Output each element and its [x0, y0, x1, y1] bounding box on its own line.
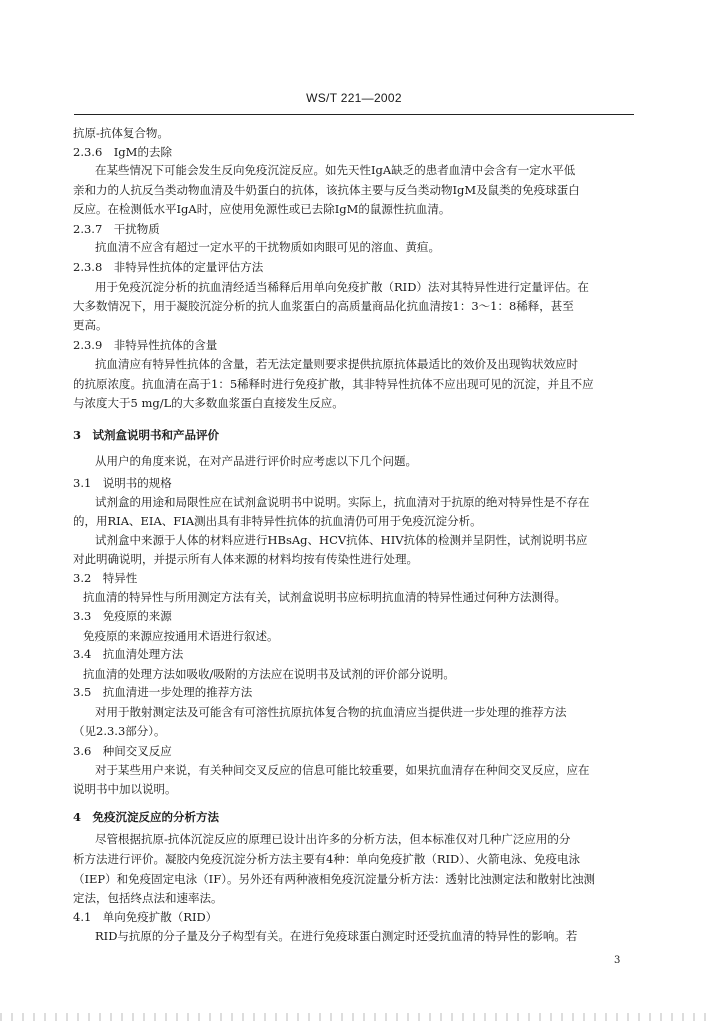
text-line: 3.2 特异性 [73, 571, 138, 585]
text-line: 析方法进行评价。凝胶内免疫沉淀分析方法主要有4种：单向免疫扩散（RID）、火箭电泳、免疫电泳 [73, 852, 580, 866]
text-line: 抗原-抗体复合物。 [73, 126, 169, 140]
text-line: RID与抗原的分子量及分子构型有关。在进行免疫球蛋白测定时还受抗血清的特异性的影响。若 [95, 929, 578, 943]
text-line: 试剂盒的用途和局限性应在试剂盒说明书中说明。实际上，抗血清对于抗原的绝对特异性是不存在 [95, 495, 590, 509]
text-line: 更高。 [73, 318, 108, 332]
text-line: 对用于散射测定法及可能含有可溶性抗原抗体复合物的抗血清应当提供进一步处理的推荐方法 [95, 705, 567, 719]
text-line: 对此明确说明，并提示所有人体来源的材料均按有传染性进行处理。 [73, 552, 418, 566]
text-line: 定法，包括终点法和速率法。 [73, 891, 223, 905]
text-line: 4.1 单向免疫扩散（RID） [73, 910, 218, 924]
text-line: 抗血清不应含有超过一定水平的干扰物质如肉眼可见的溶血、黄疸。 [95, 240, 440, 254]
text-line: 抗血清的处理方法如吸收/吸附的方法应在说明书及试剂的评价部分说明。 [83, 667, 455, 681]
text-line: 的抗原浓度。抗血清在高于1：5稀释时进行免疫扩散，其非特异性抗体不应出现可见的沉淀，并且不应 [73, 377, 594, 391]
text-line: 2.3.9 非特异性抗体的含量 [73, 338, 218, 352]
text-line: 抗血清的特异性与所用测定方法有关，试剂盒说明书应标明抗血清的特异性通过何种方法测得。 [83, 590, 566, 604]
text-line: 3.5 抗血清进一步处理的推荐方法 [73, 685, 253, 699]
text-line: 尽管根据抗原-抗体沉淀反应的原理已设计出许多的分析方法，但本标准仅对几种广泛应用的分 [95, 832, 571, 846]
section-heading: 4 免疫沉淀反应的分析方法 [73, 810, 220, 824]
text-line: 2.3.7 干扰物质 [73, 222, 160, 236]
text-line: 对于某些用户来说，有关种间交叉反应的信息可能比较重要，如果抗血清存在种间交叉反应，应在 [95, 763, 590, 777]
section-heading: 3 试剂盒说明书和产品评价 [73, 428, 220, 442]
text-line: 3.3 免疫原的来源 [73, 609, 172, 623]
text-line: 与浓度大于5 mg/L的大多数血浆蛋白直接发生反应。 [73, 396, 344, 410]
page-number: 3 [614, 955, 621, 966]
text-line: 亲和力的人抗反刍类动物血清及牛奶蛋白的抗体，该抗体主要与反刍类动物IgM及鼠类的免疫球蛋白 [73, 183, 580, 197]
text-line: 反应。在检测低水平IgA时，应使用免源性或已去除IgM的鼠源性抗血清。 [73, 202, 451, 216]
text-line: 说明书中加以说明。 [73, 782, 177, 796]
text-line: 3.1 说明书的规格 [73, 476, 172, 490]
header-rule [74, 114, 634, 115]
text-line: 试剂盒中来源于人体的材料应进行HBsAg、HCV抗体、HIV抗体的检测并呈阴性，试剂说明书应 [95, 533, 588, 547]
text-line: 3.6 种间交叉反应 [73, 744, 172, 758]
text-line: 从用户的角度来说，在对产品进行评价时应考虑以下几个问题。 [95, 454, 417, 468]
text-line: （见2.3.3部分）。 [73, 724, 166, 738]
text-line: （IEP）和免疫固定电泳（IF）。另外还有两种液相免疫沉淀量分析方法：透射比浊测定法和散射比浊测 [73, 872, 595, 886]
text-line: 免疫原的来源应按通用术语进行叙述。 [83, 629, 279, 643]
text-line: 的，用RIA、EIA、FIA测出具有非特异性抗体的抗血清仍可用于免疫沉淀分析。 [73, 514, 482, 528]
text-line: 3.4 抗血清处理方法 [73, 647, 184, 661]
text-line: 2.3.6 IgM的去除 [73, 145, 172, 159]
text-line: 2.3.8 非特异性抗体的定量评估方法 [73, 260, 264, 274]
text-line: 抗血清应有特异性抗体的含量，若无法定量则要求提供抗原抗体最适比的效价及出现钩状效应时 [95, 357, 578, 371]
standard-code-header: WS/T 221—2002 [306, 91, 402, 105]
text-line: 用于免疫沉淀分析的抗血清经适当稀释后用单向免疫扩散（RID）法对其特异性进行定量评估。在 [95, 280, 589, 294]
scan-edge-noise [0, 1013, 708, 1021]
text-line: 大多数情况下，用于凝胶沉淀分析的抗人血浆蛋白的高质量商品化抗血清按1：3～1：8稀释，甚至 [73, 299, 574, 313]
text-line: 在某些情况下可能会发生反向免疫沉淀反应。如先天性IgA缺乏的患者血清中会含有一定水平低 [95, 163, 576, 177]
